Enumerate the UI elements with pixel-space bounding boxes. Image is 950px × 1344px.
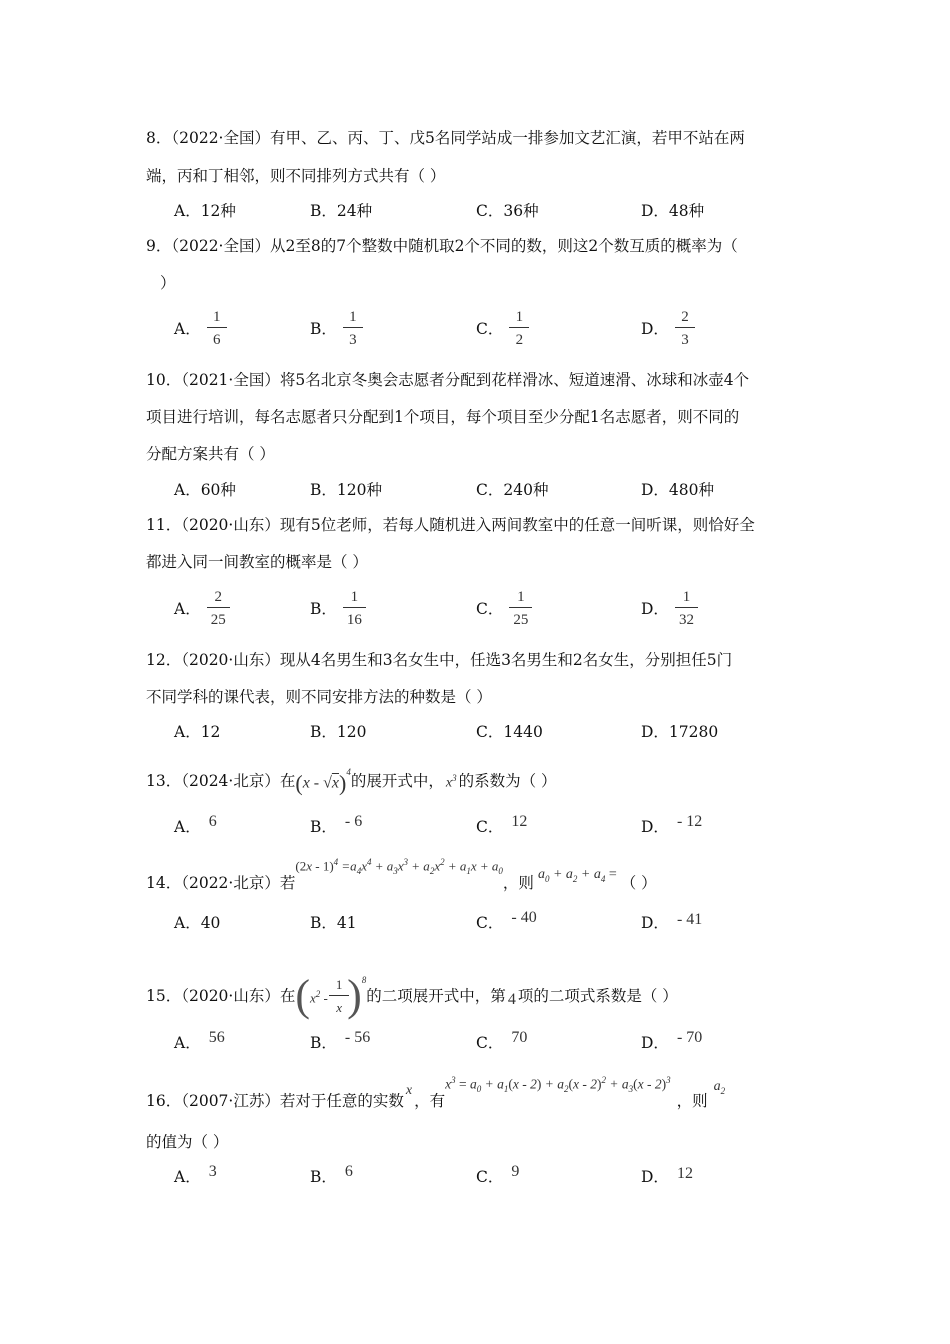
- fraction: $\frac{1}{32}$: [677, 587, 696, 630]
- q16-option-value: 12: [676, 1165, 693, 1182]
- q16-option-a[interactable]: [174, 1154, 217, 1198]
- q13-stem: [146, 768, 557, 794]
- q14-option-a[interactable]: [174, 900, 220, 944]
- q16-suffix: ，则: [676, 1092, 708, 1111]
- q15-term-index: 4: [507, 991, 516, 1008]
- q9-options: [174, 306, 814, 350]
- q9-option-b[interactable]: [310, 306, 361, 350]
- q14-stem: [146, 857, 657, 893]
- q16-prefix: 16．（2007·江苏）若对于任意的实数: [146, 1092, 404, 1111]
- q9-option-d[interactable]: [641, 306, 693, 350]
- q10-options: [174, 467, 814, 511]
- q10-option-b[interactable]: B．120种: [310, 481, 382, 499]
- q14-option-label: C．: [476, 914, 504, 932]
- q16-variable: x: [405, 1083, 413, 1099]
- q14-option-label: B．41: [310, 914, 357, 932]
- q11-options: [174, 586, 814, 630]
- q13-prefix: 13．（2024·北京）在: [146, 771, 296, 790]
- q13-option-value: - 12: [676, 813, 703, 830]
- q11-option-b[interactable]: [310, 586, 364, 630]
- q12-option-b[interactable]: B．120: [310, 723, 367, 741]
- fraction: $\frac{2}{25}$: [209, 587, 228, 630]
- q16-options: [174, 1154, 814, 1198]
- q11-option-c[interactable]: [476, 586, 530, 630]
- q14-option-label: D．: [641, 914, 669, 932]
- q13-option-value: 6: [208, 813, 217, 830]
- q9-option-label: B．: [310, 320, 337, 338]
- q14-equation: $(2x - 1)^4 =a_4x^4 + a_3x^3 + a_2x^2 + a_1x + a_0$: [295, 857, 503, 876]
- q14-middle: ，则: [502, 873, 534, 892]
- q16-middle: ，有: [414, 1092, 446, 1111]
- q13-option-label: C．: [476, 818, 504, 836]
- q15-expression: ( $x^2$ - $\frac{1}{x}$ ) $^8$: [295, 971, 367, 1020]
- q10-line1: 10．（2021·全国）将5名北京冬奥会志愿者分配到花样滑冰、短道速滑、冰球和冰壶4个: [146, 371, 750, 389]
- q14-option-c[interactable]: [476, 900, 537, 944]
- q13-option-value: - 6: [344, 813, 363, 830]
- q16-option-c[interactable]: [476, 1154, 519, 1198]
- q15-options: [174, 1020, 814, 1064]
- q13-option-d[interactable]: [641, 804, 702, 848]
- q15-option-label: A．: [174, 1034, 201, 1052]
- q11-option-label: C．: [476, 600, 504, 618]
- q13-option-value: 12: [511, 813, 528, 830]
- q16-option-b[interactable]: [310, 1154, 353, 1198]
- q16-a2: $a_2$: [713, 1079, 726, 1097]
- fraction: $\frac{2}{3}$: [677, 307, 693, 350]
- q16-equation: $x^3 = a_0 + a_1(x - 2) + a_2(x - 2)^2 + a_3(x - 2)^3$: [445, 1075, 671, 1095]
- q12-line1: 12．（2020·山东）现从4名男生和3名女生中，任选3名男生和2名女生，分别担任5门: [146, 651, 733, 669]
- q13-options: [174, 804, 814, 848]
- q10-option-d[interactable]: D．480种: [641, 481, 715, 499]
- q15-option-value: - 56: [344, 1029, 371, 1046]
- q15-prefix: 15．（2020·山东）在: [146, 987, 296, 1005]
- q8-option-c[interactable]: C．36种: [476, 202, 539, 220]
- q15-stem: [146, 971, 678, 1020]
- q15-option-b[interactable]: [310, 1020, 370, 1064]
- q14-options: [174, 900, 814, 944]
- q8-line2: 端，丙和丁相邻，则不同排列方式共有（ ）: [146, 167, 446, 185]
- q9-option-label: C．: [476, 320, 504, 338]
- q8-option-b[interactable]: B．24种: [310, 202, 373, 220]
- q14-option-d[interactable]: [641, 900, 702, 944]
- q12-options: [174, 709, 814, 753]
- q14-option-value: - 40: [511, 909, 537, 926]
- q15-option-label: B．: [310, 1034, 337, 1052]
- q13-middle: 的展开式中，: [350, 771, 444, 790]
- q11-line2: 都进入同一间教室的概率是（ ）: [146, 553, 368, 571]
- q16-stem: [146, 1075, 726, 1111]
- q13-option-label: B．: [310, 818, 337, 836]
- q13-option-c[interactable]: [476, 804, 527, 848]
- q12-line2: 不同学科的课代表，则不同安排方法的种数是（ ）: [146, 688, 492, 706]
- q9-line2: ）: [160, 274, 176, 292]
- q16-option-value: 3: [208, 1163, 217, 1180]
- q9-option-c[interactable]: [476, 306, 527, 350]
- q16-option-label: B．: [310, 1168, 337, 1186]
- q12-option-c[interactable]: C．1440: [476, 723, 543, 741]
- q12-option-d[interactable]: D．17280: [641, 723, 719, 741]
- q9-line1: 9．（2022·全国）从2至8的7个整数中随机取2个不同的数，则这2个数互质的概率为（: [146, 237, 738, 255]
- fraction: $\frac{1}{6}$: [209, 307, 225, 350]
- q8-options: [174, 188, 814, 232]
- q16-option-value: 6: [344, 1163, 353, 1180]
- q9-option-a[interactable]: [174, 306, 225, 350]
- fraction: $\frac{1}{3}$: [345, 307, 361, 350]
- q8-option-d[interactable]: D．48种: [641, 202, 705, 220]
- q15-option-label: C．: [476, 1034, 504, 1052]
- q13-term: $x^3$: [445, 773, 457, 791]
- q14-option-label: A．40: [174, 914, 221, 932]
- q15-option-label: D．: [641, 1034, 669, 1052]
- q13-option-label: A．: [174, 818, 201, 836]
- q15-option-a[interactable]: [174, 1020, 225, 1064]
- q11-line1: 11．（2020·山东）现有5位老师，若每人随机进入两间教室中的任意一间听课，则恰好全: [146, 516, 755, 534]
- q15-option-d[interactable]: [641, 1020, 702, 1064]
- q15-option-value: - 70: [676, 1029, 703, 1046]
- fraction: $\frac{1}{25}$: [511, 587, 530, 630]
- q9-option-label: D．: [641, 320, 669, 338]
- q15-option-c[interactable]: [476, 1020, 527, 1064]
- q10-option-c[interactable]: C．240种: [476, 481, 549, 499]
- q11-option-d[interactable]: [641, 586, 696, 630]
- q13-option-a[interactable]: [174, 804, 217, 848]
- q11-option-label: A．: [174, 600, 201, 618]
- q15-middle: 的二项展开式中，第: [366, 987, 506, 1005]
- q16-line2: 的值为（ ）: [146, 1133, 229, 1151]
- q15-suffix: 项的二项式系数是（ ）: [517, 987, 678, 1005]
- q16-option-label: A．: [174, 1168, 201, 1186]
- q12-option-a[interactable]: A．12: [174, 723, 221, 741]
- q13-expression: (x - √x)$^4$: [295, 767, 351, 796]
- q10-line2: 项目进行培训，每名志愿者只分配到1个项目，每个项目至少分配1名志愿者，则不同的: [146, 408, 740, 426]
- q15-option-value: 70: [511, 1029, 528, 1046]
- q16-option-label: D．: [641, 1168, 669, 1186]
- q16-option-label: C．: [476, 1168, 504, 1186]
- q9-option-label: A．: [174, 320, 201, 338]
- fraction: $\frac{1}{16}$: [345, 587, 364, 630]
- fraction: $\frac{1}{2}$: [511, 307, 527, 350]
- q8-line1: 8．（2022·全国）有甲、乙、丙、丁、戊5名同学站成一排参加文艺汇演，若甲不站在两: [146, 129, 745, 147]
- q14-prefix: 14．（2022·北京）若: [146, 873, 296, 892]
- q8-option-a[interactable]: A．12种: [174, 202, 236, 220]
- q14-option-b[interactable]: [310, 900, 357, 944]
- q11-option-a[interactable]: [174, 586, 228, 630]
- q13-option-label: D．: [641, 818, 669, 836]
- q10-option-a[interactable]: A．60种: [174, 481, 236, 499]
- q16-option-d[interactable]: [641, 1154, 693, 1198]
- q14-option-value: - 41: [676, 911, 703, 928]
- q14-sum: $a_0 + a_2 + a_4$ =: [537, 867, 617, 884]
- q13-suffix: 的系数为（ ）: [458, 771, 557, 790]
- q11-option-label: D．: [641, 600, 669, 618]
- q11-option-label: B．: [310, 600, 337, 618]
- q10-line3: 分配方案共有（ ）: [146, 445, 275, 463]
- q15-option-value: 56: [208, 1029, 225, 1046]
- q14-suffix: （ ）: [620, 873, 657, 892]
- q16-option-value: 9: [511, 1163, 520, 1180]
- q13-option-b[interactable]: [310, 804, 362, 848]
